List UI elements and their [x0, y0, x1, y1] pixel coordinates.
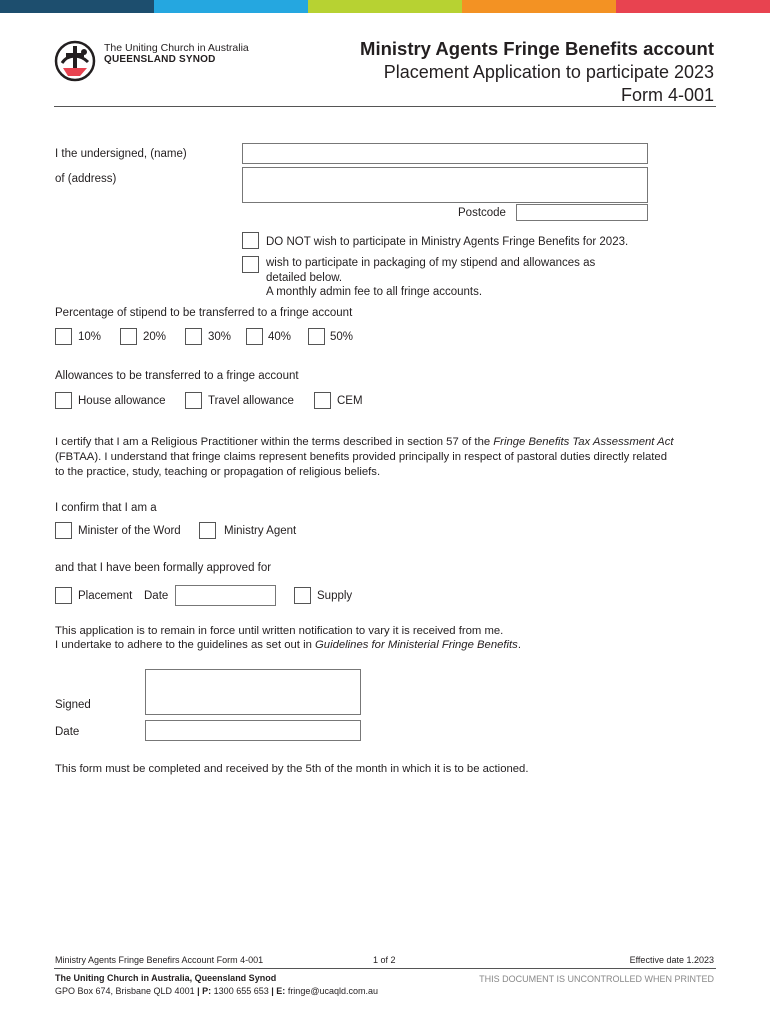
- force-line2: [55, 638, 735, 653]
- ministry-agent-checkbox[interactable]: [199, 522, 216, 539]
- house-allowance-checkbox[interactable]: [55, 392, 72, 409]
- participate-label-line1: wish to participate in packaging of my stipend and allowances as: [266, 257, 596, 269]
- house-allowance-label: House allowance: [78, 395, 166, 407]
- ministry-agent-label: Ministry Agent: [224, 525, 297, 537]
- supply-label: Supply: [317, 590, 353, 602]
- name-label: I the undersigned, (name): [55, 148, 187, 160]
- placement-date-input[interactable]: [175, 585, 276, 606]
- no-participate-label: DO NOT wish to participate in Ministry Agents Fringe Benefits for 2023.: [266, 236, 629, 248]
- percent-50-checkbox[interactable]: [308, 328, 325, 345]
- placement-checkbox[interactable]: [55, 587, 72, 604]
- footer-org: The Uniting Church in Australia, Queensland Synod: [55, 973, 277, 983]
- travel-allowance-label: Travel allowance: [208, 395, 294, 407]
- signature-date-label: Date: [55, 726, 80, 738]
- signed-label: Signed: [55, 699, 91, 711]
- color-bar-red: [616, 0, 770, 13]
- uniting-church-logo-icon: [54, 40, 100, 82]
- percent-30-checkbox[interactable]: [185, 328, 202, 345]
- form-subtitle: Placement Application to participate 2023: [383, 62, 714, 82]
- footer-form-name: Ministry Agents Fringe Benefirs Account Form 4-001: [55, 955, 264, 965]
- cem-checkbox[interactable]: [314, 392, 331, 409]
- form-number: Form 4-001: [620, 85, 714, 105]
- address-input[interactable]: [242, 167, 648, 203]
- deadline-note: This form must be completed and received by the 5th of the month in which it is to be actioned.: [55, 763, 529, 775]
- percent-10-label: 10%: [78, 331, 102, 343]
- travel-allowance-checkbox[interactable]: [185, 392, 202, 409]
- participate-label-line3: A monthly admin fee to all fringe accounts.: [266, 286, 483, 298]
- supply-checkbox[interactable]: [294, 587, 311, 604]
- minister-of-word-label: Minister of the Word: [78, 525, 181, 537]
- force-period: .: [517, 639, 521, 651]
- certify-line2: (FBTAA). I understand that fringe claims represent benefits provided principally in respect of pastoral duties directly related: [55, 451, 668, 463]
- footer-effective-date: Effective date 1.2023: [629, 955, 714, 965]
- certify-line3: to the practice, study, teaching or propagation of religious beliefs.: [55, 466, 381, 478]
- percentage-label: Percentage of stipend to be transferred to a fringe account: [55, 307, 353, 319]
- header-divider: [54, 106, 716, 107]
- footer-page-number: 1 of 2: [373, 955, 396, 965]
- signature-box[interactable]: [145, 669, 361, 715]
- org-synod: QUEENSLAND SYNOD: [104, 54, 216, 65]
- color-bar-blue: [154, 0, 308, 13]
- act-name: Fringe Benefits Tax Assessment Act: [493, 436, 674, 448]
- footer-phone-label: P:: [202, 986, 212, 996]
- color-bar-navy: [0, 0, 154, 13]
- placement-label: Placement: [78, 590, 133, 602]
- confirm-label: I confirm that I am a: [55, 502, 157, 514]
- percent-40-label: 40%: [268, 331, 292, 343]
- percent-20-checkbox[interactable]: [120, 328, 137, 345]
- percent-10-checkbox[interactable]: [55, 328, 72, 345]
- color-bar-orange: [462, 0, 616, 13]
- force-line1: This application is to remain in force until written notification to vary it is received from me.: [55, 625, 504, 637]
- percent-30-label: 30%: [208, 331, 232, 343]
- approval-label: and that I have been formally approved for: [55, 562, 272, 574]
- footer-divider: [54, 968, 716, 969]
- uncontrolled-notice: THIS DOCUMENT IS UNCONTROLLED WHEN PRINTED: [479, 974, 714, 984]
- signature-date-input[interactable]: [145, 720, 361, 741]
- participate-label-line2: detailed below.: [266, 272, 343, 284]
- force-text: I undertake to adhere to the guidelines as set out in: [55, 639, 316, 651]
- postcode-label: Postcode: [458, 207, 506, 219]
- postcode-input[interactable]: [516, 204, 648, 221]
- footer-contact: GPO Box 674, Brisbane QLD 4001 | P: 1300 655 653 | E: fringe@ucaqld.com.au: [55, 986, 378, 996]
- guidelines-title: Guidelines for Ministerial Fringe Benefits: [315, 639, 518, 651]
- certify-line1: [55, 435, 735, 450]
- color-bar-green: [308, 0, 462, 13]
- name-input[interactable]: [242, 143, 648, 164]
- footer-email-label: E:: [276, 986, 286, 996]
- percent-40-checkbox[interactable]: [246, 328, 263, 345]
- cem-label: CEM: [337, 395, 363, 407]
- footer-phone: 1300 655 653: [213, 986, 269, 996]
- certify-text-1: I certify that I am a Religious Practitioner within the terms described in section 57 of the: [55, 436, 494, 448]
- address-label: of (address): [55, 173, 117, 185]
- participate-checkbox[interactable]: [242, 256, 259, 273]
- no-participate-checkbox[interactable]: [242, 232, 259, 249]
- org-name: The Uniting Church in Australia: [104, 42, 249, 54]
- footer-email[interactable]: fringe@ucaqld.com.au: [287, 986, 378, 996]
- allowances-label: Allowances to be transferred to a fringe account: [55, 370, 299, 382]
- placement-date-label: Date: [144, 590, 169, 602]
- footer-address: GPO Box 674, Brisbane QLD 4001: [55, 986, 195, 996]
- form-title: Ministry Agents Fringe Benefits account: [360, 38, 714, 59]
- percent-50-label: 50%: [330, 331, 354, 343]
- percent-20-label: 20%: [143, 331, 167, 343]
- minister-of-word-checkbox[interactable]: [55, 522, 72, 539]
